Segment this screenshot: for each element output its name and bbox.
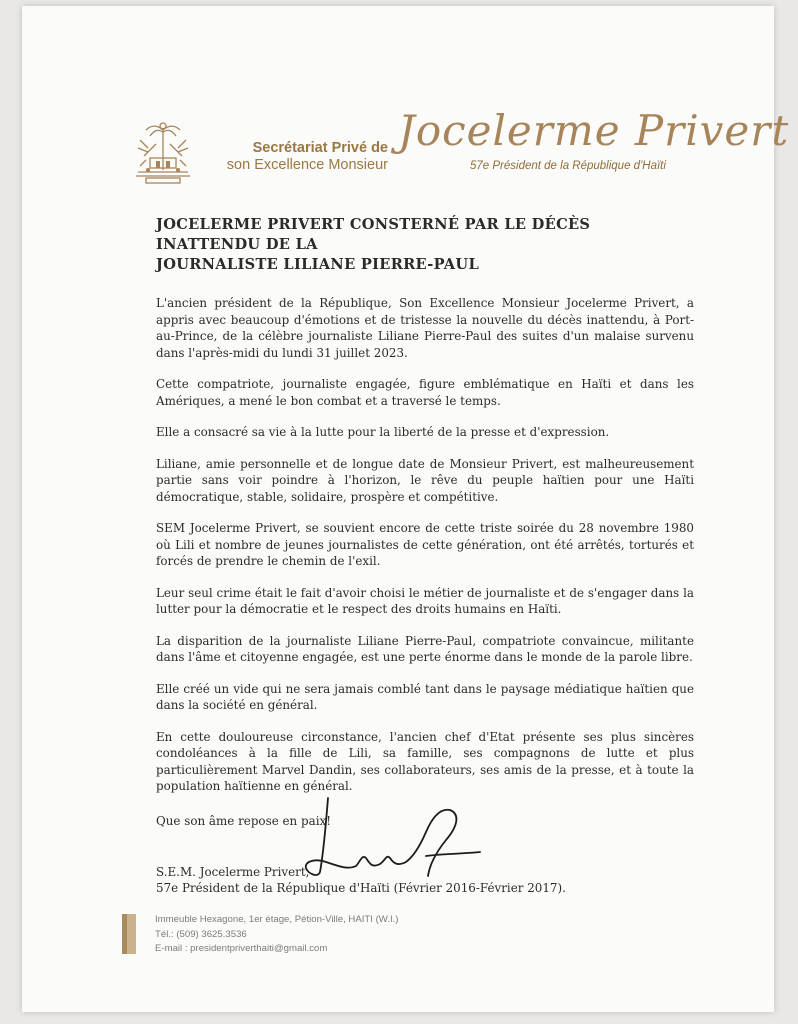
paragraph: Elle créé un vide qui ne sera jamais comblé tant dans le paysage médiatique haïtien que dans la société en général. bbox=[156, 681, 694, 712]
footer-accent-bar-dark bbox=[122, 914, 127, 954]
handwritten-signature-icon bbox=[290, 792, 490, 884]
paragraph: L'ancien président de la République, Son Excellence Monsieur Jocelerme Privert, a appris avec beaucoup d'émotions et de tristesse la nouvelle du décès inattendu, à Port-au-Prince, de la célèbre journaliste Liliane Pierre-Paul des suites d'un malaise survenu dans l'après-midi du lundi 31 juillet 2023. bbox=[156, 296, 694, 360]
paragraph: Liliane, amie personnelle et de longue date de Monsieur Privert, est malheureusement partie sans voir poindre à l'horizon, le rêve du peuple haïtien pour une Haïti démocratique, stable, solidaire, prospère et compétitive. bbox=[156, 456, 694, 504]
letterhead-subtitle: 57e Président de la République d'Haïti bbox=[470, 160, 666, 172]
secretariat-heading bbox=[208, 140, 388, 174]
paragraph: En cette douloureuse circonstance, l'ancien chef d'Etat présente ses plus sincères condoléances à la fille de Lili, sa famille, ses compagnons de lutte et plus particulièrement Marvel Dandin, ses collaborateurs, ses amis de la presse, et à toute la population haïtienne en général. bbox=[156, 729, 694, 793]
footer-address: Immeuble Hexagone, 1er étage, Pétion-Ville, HAITI (W.I.) bbox=[155, 914, 399, 925]
title-line-2: JOURNALISTE LILIANE PIERRE-PAUL bbox=[156, 256, 480, 273]
paragraph: SEM Jocelerme Privert, se souvient encore de cette triste soirée du 28 novembre 1980 où Lili et nombre de jeunes journalistes de cette génération, ont été arrêtés, torturés et forcés de prendre le chemin de l'exil. bbox=[156, 521, 694, 568]
paragraph: Leur seul crime était le fait d'avoir choisi le métier de journaliste et de s'engager dans la lutter pour la démocratie et le respect des droits humains en Haïti. bbox=[156, 585, 694, 616]
closing-line: Que son âme repose en paix! bbox=[156, 814, 331, 828]
signatory-name: S.E.M. Jocelerme Privert, bbox=[156, 865, 310, 879]
secretariat-line-2: son Excellence Monsieur bbox=[226, 157, 388, 173]
letter-page bbox=[22, 6, 790, 1012]
document-title bbox=[156, 215, 696, 275]
title-line-1: JOCELERME PRIVERT CONSTERNÉ PAR LE DÉCÈS INATTENDU DE LA bbox=[156, 216, 591, 253]
secretariat-line-1: Secrétariat Privé de bbox=[252, 140, 388, 156]
footer-phone: Tél.: (509) 3625.3536 bbox=[155, 928, 247, 940]
letterhead-name-block bbox=[398, 106, 790, 182]
letter-body bbox=[156, 295, 694, 810]
paragraph: Elle a consacré sa vie à la lutte pour la liberté de la presse et d'expression. bbox=[156, 425, 610, 439]
paragraph: La disparition de la journaliste Liliane Pierre-Paul, compatriote convaincue, militante dans l'âme et citoyenne engagée, est une perte énorme dans le monde de la parole libre. bbox=[156, 633, 694, 664]
footer-email[interactable]: E-mail : presidentpriverthaiti@gmail.com bbox=[155, 943, 328, 954]
signatory-title: 57e Président de la République d'Haïti (Février 2016-Février 2017). bbox=[156, 881, 566, 895]
paragraph: Cette compatriote, journaliste engagée, figure emblématique en Haïti et dans les Amériques, a mené le bon combat et a traversé le temps. bbox=[156, 377, 694, 408]
haiti-coat-of-arms-icon bbox=[126, 118, 200, 186]
letterhead-name: Jocelerme Privert bbox=[398, 106, 790, 155]
footer-contact bbox=[155, 913, 399, 957]
